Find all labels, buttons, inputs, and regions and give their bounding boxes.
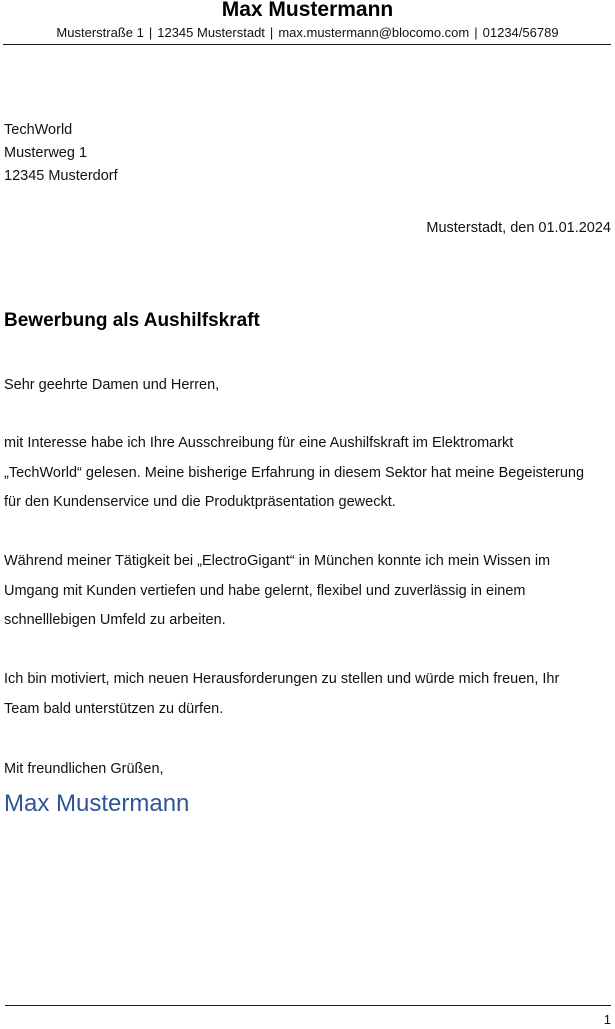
salutation: Sehr geehrte Damen und Herren,: [4, 377, 220, 393]
paragraph-line: für den Kundenservice und die Produktpräsentation geweckt.: [4, 494, 396, 510]
date-line: Musterstadt, den 01.01.2024: [426, 220, 611, 236]
paragraph-line: mit Interesse habe ich Ihre Ausschreibung für eine Aushilfskraft im Elektromarkt: [4, 435, 514, 451]
recipient-street: Musterweg 1: [4, 145, 88, 161]
subject-line: Bewerbung als Aushilfskraft: [4, 310, 260, 331]
recipient-city: 12345 Musterdorf: [4, 168, 118, 184]
separator: |: [269, 25, 274, 40]
footer-divider: [5, 1005, 611, 1006]
sender-street: Musterstraße 1: [56, 25, 144, 40]
paragraph-line: Ich bin motiviert, mich neuen Herausforderungen zu stellen und würde mich freuen, Ihr: [4, 671, 560, 687]
sender-name: Max Mustermann: [221, 0, 394, 21]
page-number: 1: [603, 1012, 611, 1027]
paragraph-line: Während meiner Tätigkeit bei „ElectroGigant“ in München konnte ich mein Wissen im: [4, 553, 551, 569]
recipient-company: TechWorld: [4, 122, 73, 138]
closing: Mit freundlichen Grüßen,: [4, 761, 164, 777]
paragraph-line: Umgang mit Kunden vertiefen und habe gelernt, flexibel und zuverlässig in einem: [4, 582, 526, 599]
paragraph-line: schnelllebigen Umfeld zu arbeiten.: [4, 612, 226, 628]
paragraph-line: „TechWorld“ gelesen. Meine bisherige Erfahrung in diesem Sektor hat meine Begeisterung: [4, 464, 585, 481]
body-paragraph-1: [4, 429, 612, 518]
separator: |: [148, 25, 153, 40]
paragraph-line: Team bald unterstützen zu dürfen.: [4, 700, 224, 717]
sender-city: 12345 Musterstadt: [157, 25, 265, 40]
sender-email: max.mustermann@blocomo.com: [278, 25, 470, 40]
signature: Max Mustermann: [4, 790, 190, 817]
sender-phone: 01234/56789: [482, 25, 559, 40]
body-paragraph-3: [4, 665, 612, 724]
sender-contact-line: [0, 24, 615, 41]
header-divider: [3, 44, 611, 45]
body-paragraph-2: [4, 547, 612, 636]
separator: |: [474, 25, 478, 40]
